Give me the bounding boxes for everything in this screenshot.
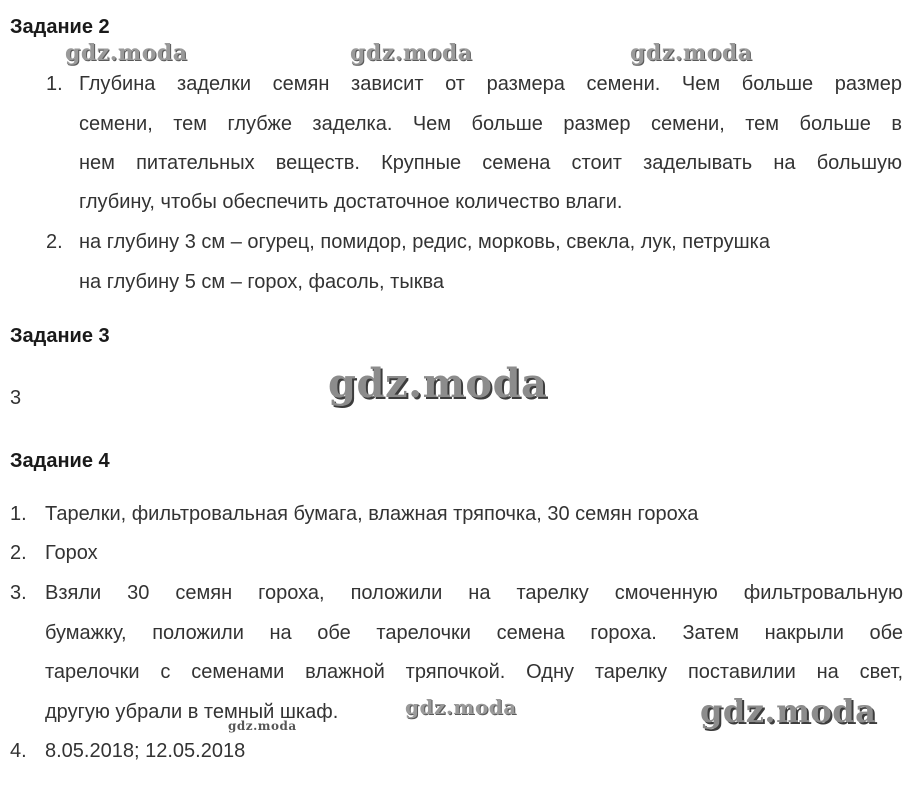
- task2-item1-line2: семени, тем глубже заделка. Чем больше размер семени, тем больше в: [79, 113, 902, 135]
- task4-item1-number: 1.: [10, 503, 27, 525]
- watermark-logo: gdz.moda: [405, 695, 517, 719]
- task4-item3-line1: Взяли 30 семян гороха, положили на тарелку смоченную фильтровальную: [45, 582, 903, 604]
- task2-item1-line4: глубину, чтобы обеспечить достаточное количество влаги.: [79, 191, 623, 213]
- task2-item2-line2: на глубину 5 см – горох, фасоль, тыква: [79, 271, 444, 293]
- task4-item3-line2: бумажку, положили на обе тарелочки семена гороха. Затем накрыли обе: [45, 622, 903, 644]
- task3-answer: 3: [10, 387, 22, 409]
- watermark-logo: gdz.moda: [350, 40, 473, 66]
- task2-item2-number: 2.: [46, 231, 63, 253]
- task3-heading: Задание 3: [10, 325, 110, 347]
- watermark-logo: gdz.moda: [65, 40, 188, 66]
- task4-item1-text: Тарелки, фильтровальная бумага, влажная тряпочка, 30 семян гороха: [45, 503, 699, 525]
- task2-heading: Задание 2: [10, 16, 110, 38]
- task2-item1-line3: нем питательных веществ. Крупные семена стоит заделывать на большую: [79, 152, 902, 174]
- watermark-logo: gdz.moda: [328, 360, 548, 407]
- task4-item2-number: 2.: [10, 542, 27, 564]
- task4-item3-line4: другую убрали в темный шкаф.: [45, 701, 339, 723]
- task4-item4-text: 8.05.2018; 12.05.2018: [45, 740, 246, 762]
- task4-item3-line3: тарелочки с семенами влажной тряпочкой. Одну тарелку поставилии на свет,: [45, 661, 903, 683]
- task4-item2-text: Горох: [45, 542, 98, 564]
- watermark-logo: gdz.moda: [228, 719, 297, 733]
- task2-item1-line1: Глубина заделки семян зависит от размера семени. Чем больше размер: [79, 73, 902, 95]
- watermark-logo: gdz.moda: [700, 692, 877, 730]
- task4-heading: Задание 4: [10, 450, 110, 472]
- watermark-logo: gdz.moda: [630, 40, 753, 66]
- task2-item2-line1: на глубину 3 см – огурец, помидор, редис, морковь, свекла, лук, петрушка: [79, 231, 770, 253]
- task4-item4-number: 4.: [10, 740, 27, 762]
- task2-item1-number: 1.: [46, 73, 63, 95]
- task4-item3-number: 3.: [10, 582, 27, 604]
